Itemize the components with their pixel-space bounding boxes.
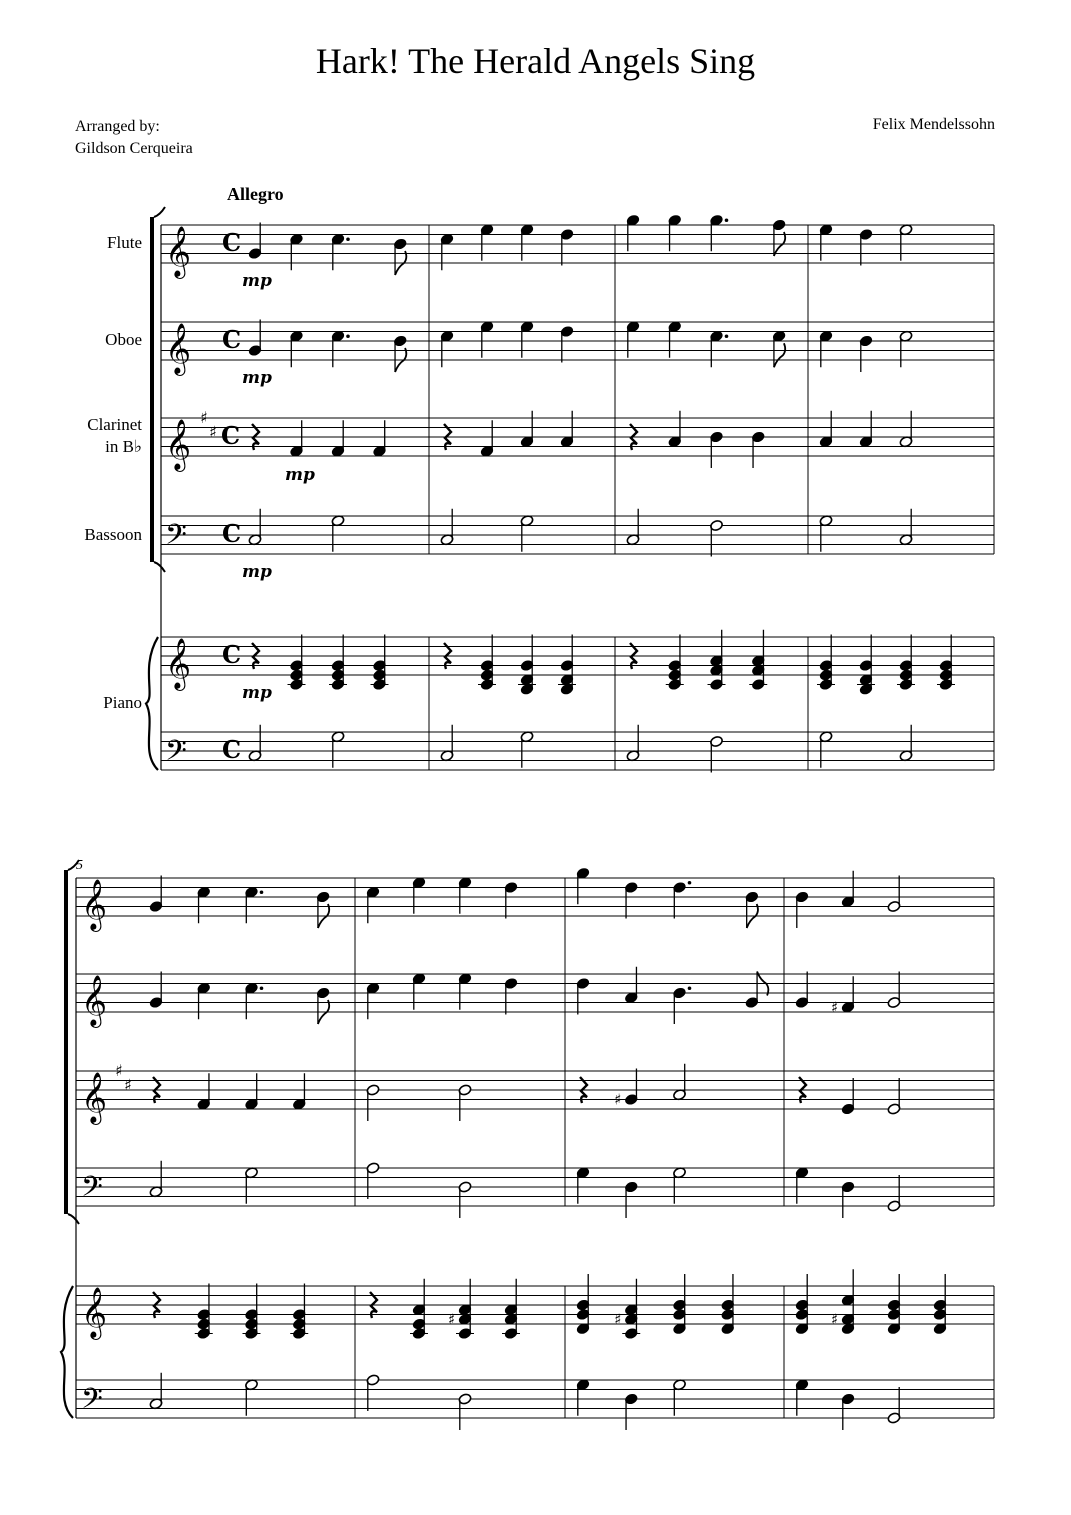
bracket-hook bbox=[154, 562, 165, 572]
augmentation-dot bbox=[260, 986, 264, 990]
sharp-accidental: ♯ bbox=[831, 1310, 839, 1329]
instrument-label-bassoon: Bassoon bbox=[84, 525, 142, 544]
piano-brace bbox=[61, 1286, 73, 1418]
time-signature: C bbox=[222, 228, 242, 257]
augmentation-dot bbox=[346, 237, 350, 241]
treble-clef: 𝄞 bbox=[165, 638, 192, 689]
augmentation-dot bbox=[688, 986, 692, 990]
bracket-hook bbox=[68, 860, 79, 870]
arranger-label: Arranged by: bbox=[75, 118, 160, 135]
key-sharp: ♯ bbox=[124, 1075, 132, 1095]
dynamic-mp: mp bbox=[242, 271, 272, 291]
bracket-hook bbox=[154, 207, 165, 217]
augmentation-dot bbox=[260, 890, 264, 894]
augmentation-dot bbox=[725, 218, 729, 222]
treble-clef: 𝄞 bbox=[81, 1287, 108, 1338]
augmentation-dot bbox=[725, 334, 729, 338]
dynamic-mp: mp bbox=[285, 465, 315, 485]
composer-credit: Felix Mendelssohn bbox=[872, 116, 995, 133]
ensemble-bracket bbox=[64, 870, 68, 1214]
score-title: Hark! The Herald Angels Sing bbox=[315, 41, 756, 81]
bass-clef: 𝄢 bbox=[165, 734, 187, 775]
dynamic-mp: mp bbox=[242, 562, 272, 582]
key-sharp: ♯ bbox=[115, 1061, 123, 1080]
augmentation-dot bbox=[346, 334, 350, 338]
bracket-hook bbox=[68, 1214, 79, 1224]
sharp-accidental: ♯ bbox=[831, 998, 839, 1017]
time-signature: C bbox=[222, 640, 242, 669]
eighth-flag bbox=[774, 343, 785, 367]
clarinet-label-line2: in B♭ bbox=[105, 437, 142, 456]
bass-clef: 𝄢 bbox=[165, 518, 187, 559]
sharp-accidental: ♯ bbox=[614, 1310, 622, 1329]
time-signature: C bbox=[222, 735, 242, 764]
time-signature: C bbox=[222, 519, 242, 548]
time-signature: C bbox=[222, 325, 242, 354]
tempo-marking: Allegro bbox=[227, 184, 284, 204]
instrument-label-piano: Piano bbox=[103, 693, 142, 712]
key-sharp: ♯ bbox=[200, 408, 208, 427]
bass-clef: 𝄢 bbox=[81, 1382, 103, 1423]
clarinet-label-line1: Clarinet bbox=[87, 415, 142, 434]
treble-clef: 𝄞 bbox=[81, 975, 108, 1026]
sharp-accidental: ♯ bbox=[614, 1090, 622, 1109]
treble-clef: 𝄞 bbox=[81, 1072, 108, 1123]
piano-brace bbox=[146, 637, 158, 770]
sharp-accidental: ♯ bbox=[448, 1310, 456, 1329]
dynamic-mp: mp bbox=[242, 683, 272, 703]
dynamic-mp: mp bbox=[242, 368, 272, 388]
augmentation-dot bbox=[688, 881, 692, 885]
bass-clef: 𝄢 bbox=[81, 1170, 103, 1211]
treble-clef: 𝄞 bbox=[81, 879, 108, 930]
treble-clef: 𝄞 bbox=[165, 226, 192, 277]
instrument-label-oboe: Oboe bbox=[105, 330, 142, 349]
treble-clef: 𝄞 bbox=[165, 323, 192, 374]
arranger-name: Gildson Cerqueira bbox=[75, 140, 193, 157]
instrument-label-flute: Flute bbox=[107, 233, 142, 252]
ensemble-bracket bbox=[150, 217, 154, 562]
key-sharp: ♯ bbox=[209, 422, 217, 442]
treble-clef: 𝄞 bbox=[165, 419, 192, 470]
measure-number: 5 bbox=[76, 858, 83, 873]
time-signature: C bbox=[221, 421, 241, 450]
